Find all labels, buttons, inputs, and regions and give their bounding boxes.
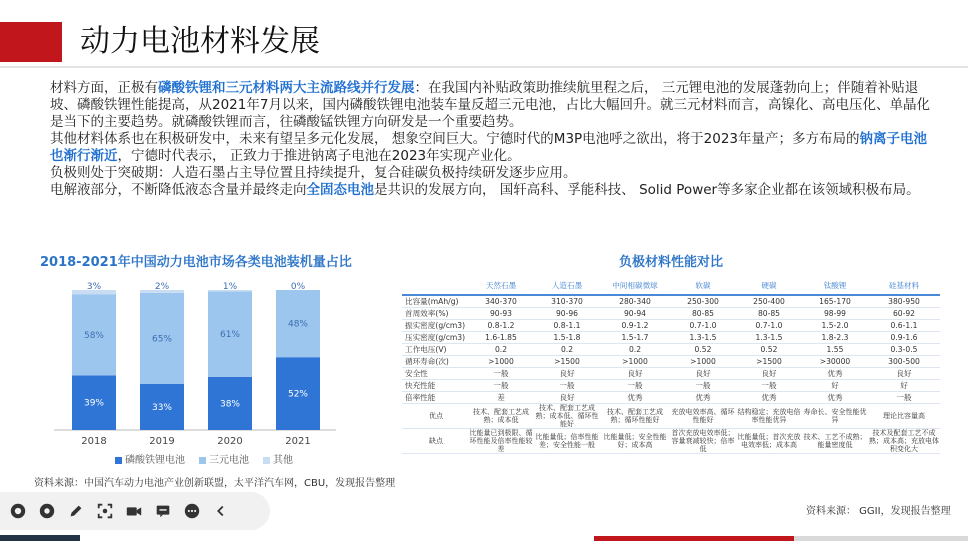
table-row bbox=[402, 429, 940, 454]
table-cell: 0.7-1.0 bbox=[736, 320, 802, 332]
table-cell: 技术及配套工艺不成熟；成本高；充放电体积变化大 bbox=[869, 429, 939, 453]
table-cell: >30000 bbox=[802, 356, 868, 368]
table-cell: 理论比容量高 bbox=[868, 404, 940, 429]
legend-swatch bbox=[199, 457, 206, 464]
title-accent-bar bbox=[0, 22, 62, 62]
table-row bbox=[402, 404, 940, 429]
table-cell: >1500 bbox=[534, 356, 600, 368]
body-paragraph bbox=[50, 165, 930, 182]
body-paragraph bbox=[50, 80, 930, 131]
table-cell: 技术、配套工艺成熟；成本低 bbox=[468, 404, 534, 429]
table-row-header: 振实密度(g/cm3) bbox=[402, 320, 468, 332]
table-cell: 80-85 bbox=[670, 308, 736, 320]
bar-data-label: 1% bbox=[222, 282, 238, 292]
table-cell: 90-94 bbox=[600, 308, 670, 320]
table-header-cell: 天然石墨 bbox=[468, 276, 534, 295]
table-cell: 280-340 bbox=[600, 295, 670, 308]
table-row-header: 快充性能 bbox=[402, 380, 468, 392]
table-cell: 良好 bbox=[600, 368, 670, 380]
table-cell: 好 bbox=[802, 380, 868, 392]
table-cell: 0.52 bbox=[670, 344, 736, 356]
table-cell: 一般 bbox=[468, 368, 534, 380]
body-paragraph bbox=[50, 182, 930, 199]
body-text-segment: 电解液部分，不断降低液态含量并最终走向 bbox=[50, 182, 307, 198]
table-cell: 技术、配套工艺成熟；成本低、循环性能好 bbox=[535, 404, 599, 428]
chart-legend bbox=[115, 451, 293, 466]
table-cell: 良好 bbox=[736, 368, 802, 380]
more-icon[interactable] bbox=[182, 501, 202, 521]
table-row bbox=[402, 320, 940, 332]
anode-material-table bbox=[402, 276, 940, 492]
table-cell: 300-500 bbox=[868, 356, 940, 368]
table-cell: 165-170 bbox=[802, 295, 868, 308]
table-cell: >1000 bbox=[600, 356, 670, 368]
right-table-source: 资料来源： GGII，发现报告整理 bbox=[806, 506, 951, 517]
table-cell: 寿命长、安全性能优异 bbox=[802, 404, 868, 429]
table-cell: 比能量低；安全性能好；成本高 bbox=[600, 429, 670, 454]
legend-swatch bbox=[263, 457, 270, 464]
table-header-cell bbox=[402, 276, 468, 295]
legend-label: 其他 bbox=[273, 455, 293, 466]
table-cell: 良好 bbox=[868, 368, 940, 380]
bar-data-label: 2% bbox=[154, 282, 170, 292]
table-cell: 0.2 bbox=[534, 344, 600, 356]
table-cell: 充放电效率高、循环性能好 bbox=[670, 404, 736, 429]
bar-data-label: 61% bbox=[219, 330, 241, 341]
table-cell: 比能量低；首次充放电效率低；成本高 bbox=[736, 429, 802, 454]
play-icon[interactable] bbox=[37, 501, 57, 521]
table-row-header: 优点 bbox=[402, 404, 468, 429]
table-cell: 340-370 bbox=[468, 295, 534, 308]
x-tick-label: 2021 bbox=[285, 436, 311, 447]
table-cell: 1.3-1.5 bbox=[736, 332, 802, 344]
x-tick-label: 2020 bbox=[217, 436, 243, 447]
camera-icon[interactable] bbox=[124, 501, 144, 521]
table-cell: 98-99 bbox=[802, 308, 868, 320]
table-cell: 1.5-2.0 bbox=[802, 320, 868, 332]
bar-data-label: 65% bbox=[151, 334, 173, 345]
left-chart-title: 2018-2021年中国动力电池市场各类电池装机量占比 bbox=[40, 255, 352, 270]
table-row-header: 比容量(mAh/g) bbox=[402, 295, 468, 308]
bar-data-label: 3% bbox=[86, 282, 102, 292]
body-text-segment: ，宁德时代表示， 正致力于推进钠离子电池在2023年实现产业化。 bbox=[117, 148, 521, 164]
table-cell: 80-85 bbox=[736, 308, 802, 320]
body-text-segment: 负极则处于突破期：人造石墨占主导位置且持续提升，复合硅碳负极持续研发逐步应用。 bbox=[50, 165, 577, 181]
body-text-segment: 材料方面，正极有 bbox=[50, 80, 158, 96]
table-cell: 0.6-1.1 bbox=[868, 320, 940, 332]
record-icon[interactable] bbox=[8, 501, 28, 521]
table-cell: 优秀 bbox=[600, 392, 670, 404]
table-row-header: 循环寿命(次) bbox=[402, 356, 468, 368]
table-row bbox=[402, 392, 940, 404]
table-cell: 一般 bbox=[468, 380, 534, 392]
table-row bbox=[402, 368, 940, 380]
highlight-text: 全固态电池 bbox=[306, 182, 374, 198]
body-text-segment: 是共识的发展方向， 国轩高科、孚能科技、 Solid Power等多家企业都在该领域积极布局。 bbox=[374, 182, 920, 198]
table-cell: 比能量已到极限、循环性能及倍率性能较差 bbox=[469, 429, 533, 453]
table-cell: 技术、配套工艺成熟；循环性能好 bbox=[600, 404, 670, 429]
presentation-toolbar bbox=[0, 492, 270, 530]
table-cell: 结构稳定；充放电倍率性能优异 bbox=[736, 404, 802, 429]
highlight-text: 磷酸铁锂和三元材料两大主流路线并行发展 bbox=[158, 80, 415, 96]
legend-item bbox=[115, 451, 185, 466]
bar-data-label: 39% bbox=[83, 398, 105, 409]
table-cell: 优秀 bbox=[736, 392, 802, 404]
table-cell: 0.2 bbox=[468, 344, 534, 356]
table-cell: 90-96 bbox=[534, 308, 600, 320]
subtitle-icon[interactable] bbox=[153, 501, 173, 521]
table-cell: 首次充放电效率低；容量衰减较快；倍率低 bbox=[671, 429, 735, 453]
table-row-header: 工作电压(V) bbox=[402, 344, 468, 356]
table-row-header: 倍率性能 bbox=[402, 392, 468, 404]
table-header-cell: 软碳 bbox=[670, 276, 736, 295]
table-header-row bbox=[402, 276, 940, 295]
body-text-segment: 其他材料体系也在积极研发中，未来有望呈多元化发展， 想象空间巨大。宁德时代的M3P电池呼之欲出，将于2023年量产；多方布局的 bbox=[50, 131, 860, 147]
table-cell: 良好 bbox=[534, 368, 600, 380]
table-cell: 一般 bbox=[868, 392, 940, 404]
table-cell: 良好 bbox=[534, 392, 600, 404]
table-row-header: 安全性 bbox=[402, 368, 468, 380]
table-row-header: 压实密度(g/cm3) bbox=[402, 332, 468, 344]
bar-data-label: 48% bbox=[287, 319, 309, 330]
collapse-icon[interactable] bbox=[211, 501, 231, 521]
legend-item bbox=[199, 451, 249, 466]
x-tick-label: 2019 bbox=[149, 436, 175, 447]
right-table-title: 负极材料性能对比 bbox=[618, 255, 723, 270]
table-cell: 1.5-1.8 bbox=[534, 332, 600, 344]
table-cell: 优秀 bbox=[670, 392, 736, 404]
legend-label: 三元电池 bbox=[209, 455, 249, 466]
table-cell: 250-400 bbox=[736, 295, 802, 308]
table-cell: 310-370 bbox=[534, 295, 600, 308]
table-cell: 比能量低；倍率性能差；安全性能一般 bbox=[534, 429, 600, 454]
table-header-cell: 钛酸锂 bbox=[802, 276, 868, 295]
bar-data-label: 38% bbox=[219, 399, 241, 410]
table-cell: 0.2 bbox=[600, 344, 670, 356]
table-cell: 一般 bbox=[670, 380, 736, 392]
table-cell: 1.55 bbox=[802, 344, 868, 356]
table-cell: 1.3-1.5 bbox=[670, 332, 736, 344]
table-cell: 0.8-1.1 bbox=[534, 320, 600, 332]
table-row bbox=[402, 295, 940, 308]
table-row-header: 缺点 bbox=[402, 429, 468, 454]
x-tick-label: 2018 bbox=[81, 436, 107, 447]
table-header-cell: 中间相碳微球 bbox=[600, 276, 670, 295]
body-paragraph bbox=[50, 131, 930, 165]
table-cell: 0.52 bbox=[736, 344, 802, 356]
legend-swatch bbox=[115, 457, 122, 464]
bar-data-label: 52% bbox=[287, 389, 309, 400]
legend-item bbox=[263, 451, 293, 466]
table-cell: 0.3-0.5 bbox=[868, 344, 940, 356]
left-chart-source: 资料来源：中国汽车动力电池产业创新联盟，太平洋汽车网，CBU，发现报告整理 bbox=[34, 478, 396, 489]
bar-data-label: 33% bbox=[151, 402, 173, 413]
table-cell: 优秀 bbox=[802, 392, 868, 404]
table-cell: 差 bbox=[468, 392, 534, 404]
table-cell: 一般 bbox=[600, 380, 670, 392]
title-divider bbox=[0, 66, 968, 68]
slide-title: 动力电池材料发展 bbox=[80, 24, 320, 59]
legend-label: 磷酸铁锂电池 bbox=[125, 455, 185, 466]
table-row bbox=[402, 344, 940, 356]
pen-icon[interactable] bbox=[66, 501, 86, 521]
bar-data-label: 58% bbox=[83, 330, 105, 341]
body-text-segment: ：在我国内补贴政策助推续航里程之后， 三元锂电池的发展蓬勃向上；伴随着补贴退坡、磷酸铁锂性能提高，从2021年7月以来，国内磷酸铁锂电池装车量反超三元电池，占比大幅回升。就三元材料而言，高镍化、高电压化、单晶化是当下的主要趋势。就磷酸铁锂而言，往磷酸锰铁锂方向研发是一个重要趋势。 bbox=[50, 80, 930, 130]
highlight-text: 钠离子电池也渐行渐近 bbox=[50, 131, 928, 164]
table-cell: 优秀 bbox=[802, 368, 868, 380]
table-cell: 0.7-1.0 bbox=[670, 320, 736, 332]
table-cell: 0.8-1.2 bbox=[468, 320, 534, 332]
table-header-cell: 硅基材料 bbox=[868, 276, 940, 295]
table-cell: 一般 bbox=[534, 380, 600, 392]
table-header-cell: 人造石墨 bbox=[534, 276, 600, 295]
taskbar-red-segment bbox=[594, 536, 794, 541]
table-cell: 1.6-1.85 bbox=[468, 332, 534, 344]
table-cell: 技术、工艺不成熟；能量密度低 bbox=[802, 429, 868, 454]
table-row bbox=[402, 356, 940, 368]
slide-body-text bbox=[50, 80, 930, 199]
table-cell: 90-93 bbox=[468, 308, 534, 320]
table-cell: 380-950 bbox=[868, 295, 940, 308]
table-cell: 一般 bbox=[736, 380, 802, 392]
table-cell: 良好 bbox=[670, 368, 736, 380]
table-row bbox=[402, 380, 940, 392]
table-cell: 好 bbox=[868, 380, 940, 392]
table-cell: >1000 bbox=[468, 356, 534, 368]
table-cell: 0.9-1.2 bbox=[600, 320, 670, 332]
table-row bbox=[402, 332, 940, 344]
table-cell: >1000 bbox=[670, 356, 736, 368]
table-row-header: 首周效率(%) bbox=[402, 308, 468, 320]
table-header-cell: 硬碳 bbox=[736, 276, 802, 295]
table-cell: >1500 bbox=[736, 356, 802, 368]
table-cell: 250-300 bbox=[670, 295, 736, 308]
table-row bbox=[402, 308, 940, 320]
bar-data-label: 0% bbox=[290, 282, 306, 292]
screenshot-icon[interactable] bbox=[95, 501, 115, 521]
table-cell: 0.9-1.6 bbox=[868, 332, 940, 344]
taskbar-strip-left bbox=[0, 535, 80, 541]
table-cell: 60-92 bbox=[868, 308, 940, 320]
stacked-bar-chart bbox=[36, 272, 376, 452]
table-cell: 1.5-1.7 bbox=[600, 332, 670, 344]
table-cell: 1.8-2.3 bbox=[802, 332, 868, 344]
